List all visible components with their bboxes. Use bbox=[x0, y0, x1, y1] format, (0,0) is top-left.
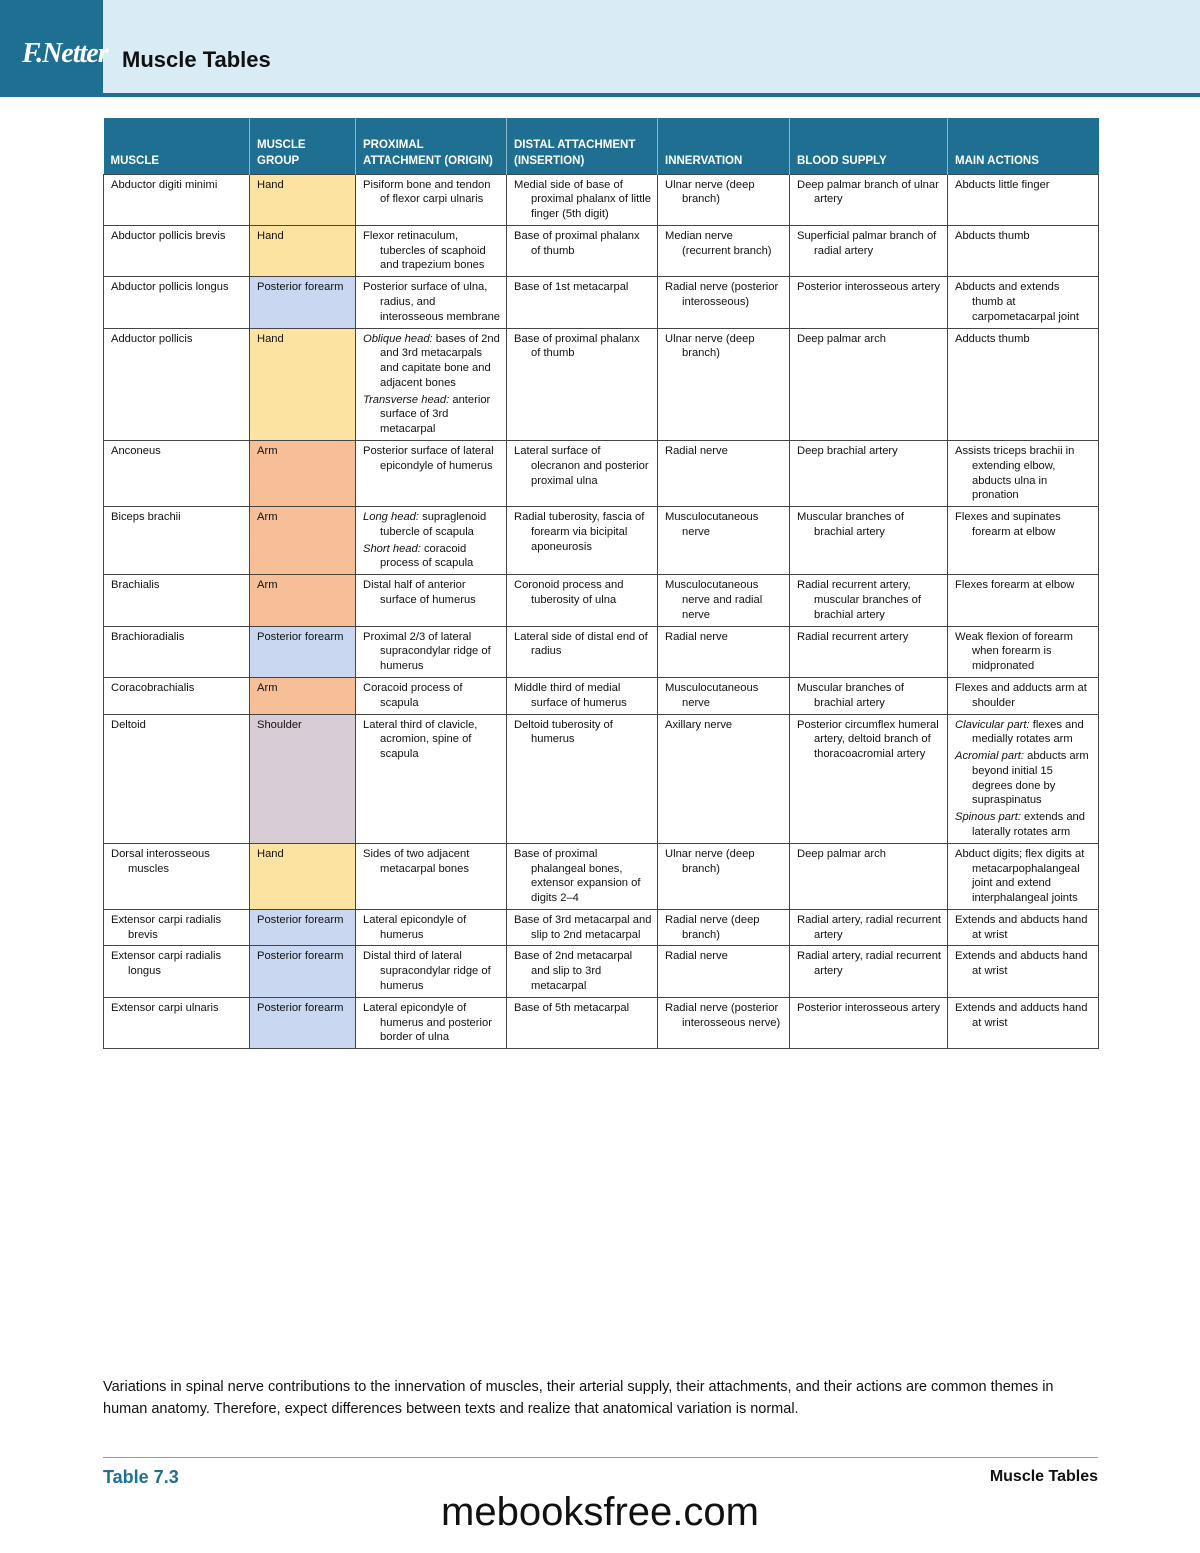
distal-attachment-cell-entry bbox=[514, 949, 652, 993]
main-actions-cell-value: Flexes and supinates forearm at elbow bbox=[955, 511, 1061, 538]
innervation-cell-text: Musculocutaneous nerve bbox=[665, 511, 759, 538]
innervation-cell-text: Median nerve (recurrent branch) bbox=[665, 229, 772, 257]
innervation-cell-text: Axillary nerve bbox=[665, 718, 733, 731]
muscle-name-cell bbox=[104, 843, 250, 909]
muscle-name-cell bbox=[104, 714, 250, 843]
muscle-group-cell-text: Posterior forearm bbox=[257, 950, 344, 963]
proximal-attachment-cell-value: Flexor retinaculum, tubercles of scaphoid and trapezium bones bbox=[363, 229, 486, 272]
proximal-attachment-cell-entry bbox=[363, 949, 501, 993]
innervation-cell bbox=[658, 277, 790, 328]
main-actions-cell-entry bbox=[955, 630, 1093, 674]
muscle-group-cell bbox=[250, 328, 356, 440]
proximal-attachment-cell-value: anterior surface of 3rd metacarpal bbox=[380, 393, 491, 436]
proximal-attachment-cell bbox=[356, 174, 507, 225]
muscle-group-cell-text: Posterior forearm bbox=[257, 281, 344, 294]
main-actions-cell bbox=[948, 174, 1099, 225]
table-header-row bbox=[104, 118, 1099, 174]
proximal-attachment-cell bbox=[356, 328, 507, 440]
muscle-name-cell bbox=[104, 946, 250, 997]
table-row bbox=[104, 714, 1099, 843]
distal-attachment-cell-value: Base of proximal phalangeal bones, extensor expansion of digits 2–4 bbox=[514, 847, 641, 905]
main-actions-cell bbox=[948, 677, 1099, 714]
innervation-cell-text: Radial nerve bbox=[665, 950, 728, 963]
main-actions-cell-entry bbox=[955, 178, 1093, 193]
distal-attachment-cell-entry bbox=[514, 444, 652, 488]
distal-attachment-cell-value: Lateral surface of olecranon and posterior proximal ulna bbox=[514, 445, 649, 487]
innervation-cell bbox=[658, 441, 790, 507]
proximal-attachment-cell-value: Distal third of lateral supracondylar ridge of humerus bbox=[363, 950, 491, 992]
header-band bbox=[0, 0, 1200, 97]
proximal-attachment-cell-entry bbox=[363, 332, 501, 391]
proximal-attachment-cell bbox=[356, 946, 507, 997]
main-actions-cell-entry bbox=[955, 444, 1093, 503]
main-actions-cell-entry bbox=[955, 332, 1093, 347]
proximal-attachment-cell-entry bbox=[363, 847, 501, 877]
main-actions-cell-value: Adducts thumb bbox=[955, 332, 1030, 345]
distal-attachment-cell-entry bbox=[514, 913, 652, 943]
muscle-group-cell-text: Posterior forearm bbox=[257, 630, 344, 643]
main-actions-cell bbox=[948, 626, 1099, 677]
muscle-name-cell-text: Extensor carpi radialis longus bbox=[111, 950, 222, 978]
blood-supply-cell-text: Muscular branches of brachial artery bbox=[797, 681, 904, 709]
table-row bbox=[104, 626, 1099, 677]
muscle-group-cell bbox=[250, 677, 356, 714]
distal-attachment-cell-entry bbox=[514, 510, 652, 554]
distal-attachment-cell-entry bbox=[514, 1001, 652, 1016]
muscle-name-cell bbox=[104, 909, 250, 946]
muscle-name-cell bbox=[104, 626, 250, 677]
muscle-name-cell-text: Brachialis bbox=[111, 579, 160, 592]
main-actions-cell-entry bbox=[955, 810, 1093, 840]
blood-supply-cell-text: Deep palmar arch bbox=[797, 332, 886, 345]
main-actions-cell-value: Flexes and adducts arm at shoulder bbox=[955, 681, 1087, 709]
proximal-attachment-cell-entry bbox=[363, 1001, 501, 1045]
main-actions-cell-value: extends and laterally rotates arm bbox=[972, 811, 1086, 838]
column-header: BLOOD SUPPLY bbox=[790, 118, 948, 174]
netter-logo bbox=[0, 0, 108, 97]
blood-supply-cell-text: Radial artery, radial recurrent artery bbox=[797, 950, 942, 978]
main-actions-cell bbox=[948, 946, 1099, 997]
muscle-group-cell-text: Hand bbox=[257, 229, 284, 242]
blood-supply-cell bbox=[790, 575, 948, 626]
table-body bbox=[104, 174, 1099, 1049]
distal-attachment-cell-value: Base of 1st metacarpal bbox=[514, 281, 629, 294]
distal-attachment-cell bbox=[507, 909, 658, 946]
distal-attachment-cell-entry bbox=[514, 718, 652, 748]
muscle-name-cell bbox=[104, 997, 250, 1048]
innervation-cell-text: Radial nerve (deep branch) bbox=[665, 913, 760, 941]
proximal-attachment-cell-value: Posterior surface of lateral epicondyle of humerus bbox=[363, 445, 494, 472]
muscle-group-cell bbox=[250, 575, 356, 626]
muscle-group-cell-text: Arm bbox=[257, 681, 278, 694]
main-actions-cell bbox=[948, 441, 1099, 507]
blood-supply-cell bbox=[790, 626, 948, 677]
main-actions-cell-value: Abducts and extends thumb at carpometacarpal joint bbox=[955, 281, 1079, 323]
main-actions-cell-value: Abducts thumb bbox=[955, 229, 1030, 242]
main-actions-cell-entry bbox=[955, 229, 1093, 244]
distal-attachment-cell-entry bbox=[514, 681, 652, 711]
footer-table-number: Table 7.3 bbox=[103, 1467, 179, 1487]
main-actions-cell-label: Clavicular part: bbox=[955, 718, 1030, 731]
column-header: DISTAL ATTACHMENT (INSERTION) bbox=[507, 118, 658, 174]
table-row bbox=[104, 225, 1099, 276]
main-actions-cell bbox=[948, 328, 1099, 440]
blood-supply-cell bbox=[790, 225, 948, 276]
main-actions-cell-entry bbox=[955, 847, 1093, 906]
main-actions-cell bbox=[948, 507, 1099, 575]
muscle-name-cell bbox=[104, 575, 250, 626]
blood-supply-cell-text: Deep brachial artery bbox=[797, 445, 898, 457]
main-actions-cell-value: Flexes forearm at elbow bbox=[955, 579, 1075, 592]
innervation-cell bbox=[658, 677, 790, 714]
proximal-attachment-cell-value: Posterior surface of ulna, radius, and interosseous membrane bbox=[363, 281, 501, 323]
table-row bbox=[104, 174, 1099, 225]
proximal-attachment-cell-value: Pisiform bone and tendon of flexor carpi ulnaris bbox=[363, 178, 491, 206]
footer-divider bbox=[103, 1457, 1098, 1458]
innervation-cell bbox=[658, 843, 790, 909]
muscle-name-cell-text: Brachioradialis bbox=[111, 630, 185, 643]
distal-attachment-cell-value: Medial side of base of proximal phalanx of little finger (5th digit) bbox=[514, 178, 652, 221]
blood-supply-cell bbox=[790, 328, 948, 440]
innervation-cell-text: Musculocutaneous nerve and radial nerve bbox=[665, 579, 763, 621]
proximal-attachment-cell-label: Transverse head: bbox=[363, 393, 450, 406]
proximal-attachment-cell-value: Lateral epicondyle of humerus and posterior border of ulna bbox=[363, 1001, 492, 1044]
blood-supply-cell-text: Deep palmar arch bbox=[797, 847, 886, 860]
muscle-name-cell bbox=[104, 225, 250, 276]
proximal-attachment-cell-value: bases of 2nd and 3rd metacarpals and capitate bone and adjacent bones bbox=[380, 332, 500, 389]
muscle-group-cell bbox=[250, 507, 356, 575]
muscle-group-cell bbox=[250, 997, 356, 1048]
distal-attachment-cell bbox=[507, 174, 658, 225]
innervation-cell-text: Radial nerve bbox=[665, 630, 728, 643]
main-actions-cell bbox=[948, 843, 1099, 909]
main-actions-cell bbox=[948, 909, 1099, 946]
blood-supply-cell bbox=[790, 507, 948, 575]
muscle-group-cell bbox=[250, 946, 356, 997]
distal-attachment-cell bbox=[507, 843, 658, 909]
distal-attachment-cell-value: Base of proximal phalanx of thumb bbox=[514, 229, 640, 257]
innervation-cell bbox=[658, 909, 790, 946]
distal-attachment-cell-value: Base of 5th metacarpal bbox=[514, 1001, 630, 1014]
proximal-attachment-cell-value: Lateral epicondyle of humerus bbox=[363, 913, 467, 941]
distal-attachment-cell-value: Radial tuberosity, fascia of forearm via bicipital aponeurosis bbox=[514, 511, 645, 553]
proximal-attachment-cell-entry bbox=[363, 681, 501, 711]
proximal-attachment-cell-label: Short head: bbox=[363, 542, 421, 555]
muscle-group-cell bbox=[250, 626, 356, 677]
main-actions-cell-value: Extends and abducts hand at wrist bbox=[955, 913, 1088, 941]
muscle-table bbox=[103, 118, 1099, 1049]
distal-attachment-cell bbox=[507, 507, 658, 575]
blood-supply-cell-text: Posterior interosseous artery bbox=[797, 281, 941, 294]
muscle-group-cell-text: Arm bbox=[257, 445, 278, 457]
muscle-name-cell-text: Abductor pollicis brevis bbox=[111, 229, 226, 242]
blood-supply-cell-text: Radial recurrent artery, muscular branches of brachial artery bbox=[797, 579, 921, 621]
muscle-table-container bbox=[103, 118, 1098, 1049]
distal-attachment-cell bbox=[507, 946, 658, 997]
muscle-name-cell bbox=[104, 174, 250, 225]
distal-attachment-cell-value: Middle third of medial surface of humerus bbox=[514, 681, 627, 709]
distal-attachment-cell-entry bbox=[514, 229, 652, 259]
blood-supply-cell-text: Deep palmar branch of ulnar artery bbox=[797, 178, 939, 206]
table-row bbox=[104, 507, 1099, 575]
muscle-group-cell-text: Posterior forearm bbox=[257, 1001, 344, 1014]
muscle-name-cell-text: Extensor carpi ulnaris bbox=[111, 1001, 219, 1014]
column-header: PROXIMAL ATTACHMENT (ORIGIN) bbox=[356, 118, 507, 174]
distal-attachment-cell-entry bbox=[514, 630, 652, 660]
blood-supply-cell bbox=[790, 843, 948, 909]
table-row bbox=[104, 909, 1099, 946]
main-actions-cell-entry bbox=[955, 749, 1093, 808]
muscle-name-cell bbox=[104, 277, 250, 328]
muscle-group-cell-text: Hand bbox=[257, 178, 284, 191]
proximal-attachment-cell-value: coracoid process of scapula bbox=[380, 542, 474, 570]
proximal-attachment-cell-entry bbox=[363, 393, 501, 437]
main-actions-cell-value: flexes and medially rotates arm bbox=[972, 718, 1084, 746]
innervation-cell-text: Radial nerve bbox=[665, 445, 728, 457]
proximal-attachment-cell-value: Sides of two adjacent metacarpal bones bbox=[363, 847, 470, 875]
table-row bbox=[104, 441, 1099, 507]
proximal-attachment-cell-entry bbox=[363, 510, 501, 540]
proximal-attachment-cell-entry bbox=[363, 229, 501, 273]
page-title: Muscle Tables bbox=[122, 47, 271, 72]
watermark: mebooksfree.com bbox=[441, 1490, 759, 1534]
table-row bbox=[104, 946, 1099, 997]
distal-attachment-cell-value: Base of 2nd metacarpal and slip to 3rd metacarpal bbox=[514, 950, 633, 992]
distal-attachment-cell bbox=[507, 714, 658, 843]
distal-attachment-cell bbox=[507, 626, 658, 677]
muscle-name-cell bbox=[104, 677, 250, 714]
blood-supply-cell bbox=[790, 277, 948, 328]
distal-attachment-cell-entry bbox=[514, 178, 652, 222]
column-header: MUSCLE GROUP bbox=[250, 118, 356, 174]
distal-attachment-cell bbox=[507, 677, 658, 714]
main-actions-cell-value: abducts arm beyond initial 15 degrees done by supraspinatus bbox=[972, 750, 1089, 807]
proximal-attachment-cell-entry bbox=[363, 542, 501, 572]
blood-supply-cell-text: Superficial palmar branch of radial artery bbox=[797, 229, 937, 257]
distal-attachment-cell bbox=[507, 328, 658, 440]
blood-supply-cell-text: Radial artery, radial recurrent artery bbox=[797, 913, 942, 941]
blood-supply-cell bbox=[790, 677, 948, 714]
distal-attachment-cell-value: Lateral side of distal end of radius bbox=[514, 630, 648, 658]
proximal-attachment-cell-entry bbox=[363, 178, 501, 208]
muscle-name-cell-text: Coracobrachialis bbox=[111, 681, 195, 694]
muscle-group-cell-text: Hand bbox=[257, 332, 284, 345]
main-actions-cell-label: Acromial part: bbox=[955, 750, 1025, 763]
innervation-cell bbox=[658, 714, 790, 843]
innervation-cell-text: Radial nerve (posterior interosseous) bbox=[665, 281, 779, 308]
main-actions-cell bbox=[948, 225, 1099, 276]
main-actions-cell-entry bbox=[955, 280, 1093, 324]
table-row bbox=[104, 997, 1099, 1048]
main-actions-cell-entry bbox=[955, 578, 1093, 593]
muscle-name-cell-text: Adductor pollicis bbox=[111, 332, 193, 345]
muscle-group-cell bbox=[250, 174, 356, 225]
muscle-name-cell-text: Deltoid bbox=[111, 718, 146, 731]
muscle-name-cell-text: Abductor digiti minimi bbox=[111, 178, 218, 191]
muscle-group-cell bbox=[250, 843, 356, 909]
main-actions-cell-entry bbox=[955, 949, 1093, 979]
main-actions-cell bbox=[948, 277, 1099, 328]
proximal-attachment-cell-label: Long head: bbox=[363, 511, 419, 524]
column-header: INNERVATION bbox=[658, 118, 790, 174]
main-actions-cell bbox=[948, 997, 1099, 1048]
proximal-attachment-cell-entry bbox=[363, 630, 501, 674]
blood-supply-cell bbox=[790, 714, 948, 843]
proximal-attachment-cell-value: Proximal 2/3 of lateral supracondylar ridge of humerus bbox=[363, 630, 491, 673]
distal-attachment-cell-entry bbox=[514, 578, 652, 608]
blood-supply-cell bbox=[790, 946, 948, 997]
distal-attachment-cell-value: Base of proximal phalanx of thumb bbox=[514, 332, 640, 360]
proximal-attachment-cell-entry bbox=[363, 913, 501, 943]
muscle-name-cell bbox=[104, 441, 250, 507]
netter-logo-text: F.Netter bbox=[22, 38, 108, 69]
muscle-group-cell bbox=[250, 225, 356, 276]
proximal-attachment-cell-value: Coracoid process of scapula bbox=[363, 681, 463, 709]
table-row bbox=[104, 843, 1099, 909]
proximal-attachment-cell bbox=[356, 677, 507, 714]
blood-supply-cell bbox=[790, 997, 948, 1048]
muscle-name-cell-text: Abductor pollicis longus bbox=[111, 281, 229, 294]
muscle-group-cell-text: Arm bbox=[257, 511, 278, 524]
blood-supply-cell bbox=[790, 909, 948, 946]
distal-attachment-cell bbox=[507, 225, 658, 276]
distal-attachment-cell-entry bbox=[514, 280, 652, 295]
blood-supply-cell-text: Posterior circumflex humeral artery, deltoid branch of thoracoacromial artery bbox=[797, 718, 939, 761]
proximal-attachment-cell-value: supraglenoid tubercle of scapula bbox=[380, 511, 487, 538]
muscle-group-cell bbox=[250, 277, 356, 328]
muscle-group-cell-text: Posterior forearm bbox=[257, 913, 344, 926]
proximal-attachment-cell bbox=[356, 225, 507, 276]
proximal-attachment-cell-entry bbox=[363, 280, 501, 324]
distal-attachment-cell-value: Coronoid process and tuberosity of ulna bbox=[514, 579, 624, 607]
distal-attachment-cell-entry bbox=[514, 847, 652, 906]
innervation-cell-text: Radial nerve (posterior interosseous nerve) bbox=[665, 1001, 781, 1029]
muscle-name-cell bbox=[104, 507, 250, 575]
proximal-attachment-cell-entry bbox=[363, 578, 501, 608]
muscle-name-cell-text: Extensor carpi radialis brevis bbox=[111, 913, 222, 941]
innervation-cell-text: Ulnar nerve (deep branch) bbox=[665, 178, 755, 206]
proximal-attachment-cell bbox=[356, 714, 507, 843]
proximal-attachment-cell bbox=[356, 843, 507, 909]
table-row bbox=[104, 677, 1099, 714]
footer-section-title: Muscle Tables bbox=[989, 1468, 1098, 1485]
innervation-cell-text: Ulnar nerve (deep branch) bbox=[665, 332, 755, 360]
muscle-name-cell-text: Dorsal interosseous muscles bbox=[111, 847, 210, 875]
innervation-cell bbox=[658, 626, 790, 677]
muscle-group-cell-text: Arm bbox=[257, 579, 278, 592]
proximal-attachment-cell-value: Distal half of anterior surface of humerus bbox=[363, 579, 476, 607]
proximal-attachment-cell bbox=[356, 575, 507, 626]
innervation-cell bbox=[658, 575, 790, 626]
distal-attachment-cell bbox=[507, 277, 658, 328]
proximal-attachment-cell bbox=[356, 997, 507, 1048]
main-actions-cell-value: Abduct digits; flex digits at metacarpophalangeal joint and extend interphalangeal joints bbox=[955, 847, 1085, 905]
muscle-group-cell-text: Hand bbox=[257, 847, 284, 860]
main-actions-cell-entry bbox=[955, 510, 1093, 540]
column-header: MUSCLE bbox=[104, 118, 250, 174]
main-actions-cell-entry bbox=[955, 681, 1093, 711]
table-row bbox=[104, 277, 1099, 328]
blood-supply-cell bbox=[790, 174, 948, 225]
main-actions-cell-value: Abducts little finger bbox=[955, 178, 1050, 191]
muscle-name-cell bbox=[104, 328, 250, 440]
main-actions-cell bbox=[948, 714, 1099, 843]
proximal-attachment-cell-entry bbox=[363, 718, 501, 762]
variation-note: Variations in spinal nerve contributions to the innervation of muscles, their arterial supply, their attachments, and their actions are common themes in human anatomy. Therefore, expect differences between texts and realize that anatomical variation is normal. bbox=[103, 1379, 1054, 1418]
distal-attachment-cell-value: Deltoid tuberosity of humerus bbox=[514, 718, 613, 746]
blood-supply-cell-text: Posterior interosseous artery bbox=[797, 1001, 941, 1014]
main-actions-cell-value: Weak flexion of forearm when forearm is midpronated bbox=[955, 630, 1073, 673]
main-actions-cell-label: Spinous part: bbox=[955, 811, 1021, 824]
innervation-cell bbox=[658, 946, 790, 997]
distal-attachment-cell-value: Base of 3rd metacarpal and slip to 2nd metacarpal bbox=[514, 913, 652, 941]
blood-supply-cell bbox=[790, 441, 948, 507]
innervation-cell-text: Musculocutaneous nerve bbox=[665, 681, 759, 709]
proximal-attachment-cell bbox=[356, 277, 507, 328]
innervation-cell bbox=[658, 174, 790, 225]
distal-attachment-cell bbox=[507, 997, 658, 1048]
innervation-cell bbox=[658, 997, 790, 1048]
muscle-group-cell-text: Shoulder bbox=[257, 718, 302, 731]
distal-attachment-cell bbox=[507, 441, 658, 507]
proximal-attachment-cell bbox=[356, 441, 507, 507]
proximal-attachment-cell bbox=[356, 507, 507, 575]
innervation-cell-text: Ulnar nerve (deep branch) bbox=[665, 847, 755, 875]
column-header: MAIN ACTIONS bbox=[948, 118, 1099, 174]
muscle-name-cell-text: Biceps brachii bbox=[111, 511, 181, 524]
main-actions-cell-entry bbox=[955, 718, 1093, 748]
proximal-attachment-cell bbox=[356, 909, 507, 946]
innervation-cell bbox=[658, 507, 790, 575]
proximal-attachment-cell-label: Oblique head: bbox=[363, 332, 433, 345]
proximal-attachment-cell-entry bbox=[363, 444, 501, 474]
main-actions-cell bbox=[948, 575, 1099, 626]
distal-attachment-cell-entry bbox=[514, 332, 652, 362]
innervation-cell bbox=[658, 328, 790, 440]
table-row bbox=[104, 328, 1099, 440]
main-actions-cell-value: Extends and abducts hand at wrist bbox=[955, 950, 1088, 978]
main-actions-cell-entry bbox=[955, 913, 1093, 943]
innervation-cell bbox=[658, 225, 790, 276]
table-row bbox=[104, 575, 1099, 626]
blood-supply-cell-text: Muscular branches of brachial artery bbox=[797, 511, 904, 538]
muscle-group-cell bbox=[250, 714, 356, 843]
main-actions-cell-value: Assists triceps brachii in extending elbow, abducts ulna in pronation bbox=[955, 445, 1075, 502]
blood-supply-cell-text: Radial recurrent artery bbox=[797, 630, 909, 643]
muscle-group-cell bbox=[250, 441, 356, 507]
muscle-name-cell-text: Anconeus bbox=[111, 445, 161, 457]
proximal-attachment-cell-value: Lateral third of clavicle, acromion, spine of scapula bbox=[363, 718, 478, 761]
main-actions-cell-value: Extends and adducts hand at wrist bbox=[955, 1001, 1088, 1029]
main-actions-cell-entry bbox=[955, 1001, 1093, 1031]
muscle-group-cell bbox=[250, 909, 356, 946]
distal-attachment-cell bbox=[507, 575, 658, 626]
proximal-attachment-cell bbox=[356, 626, 507, 677]
